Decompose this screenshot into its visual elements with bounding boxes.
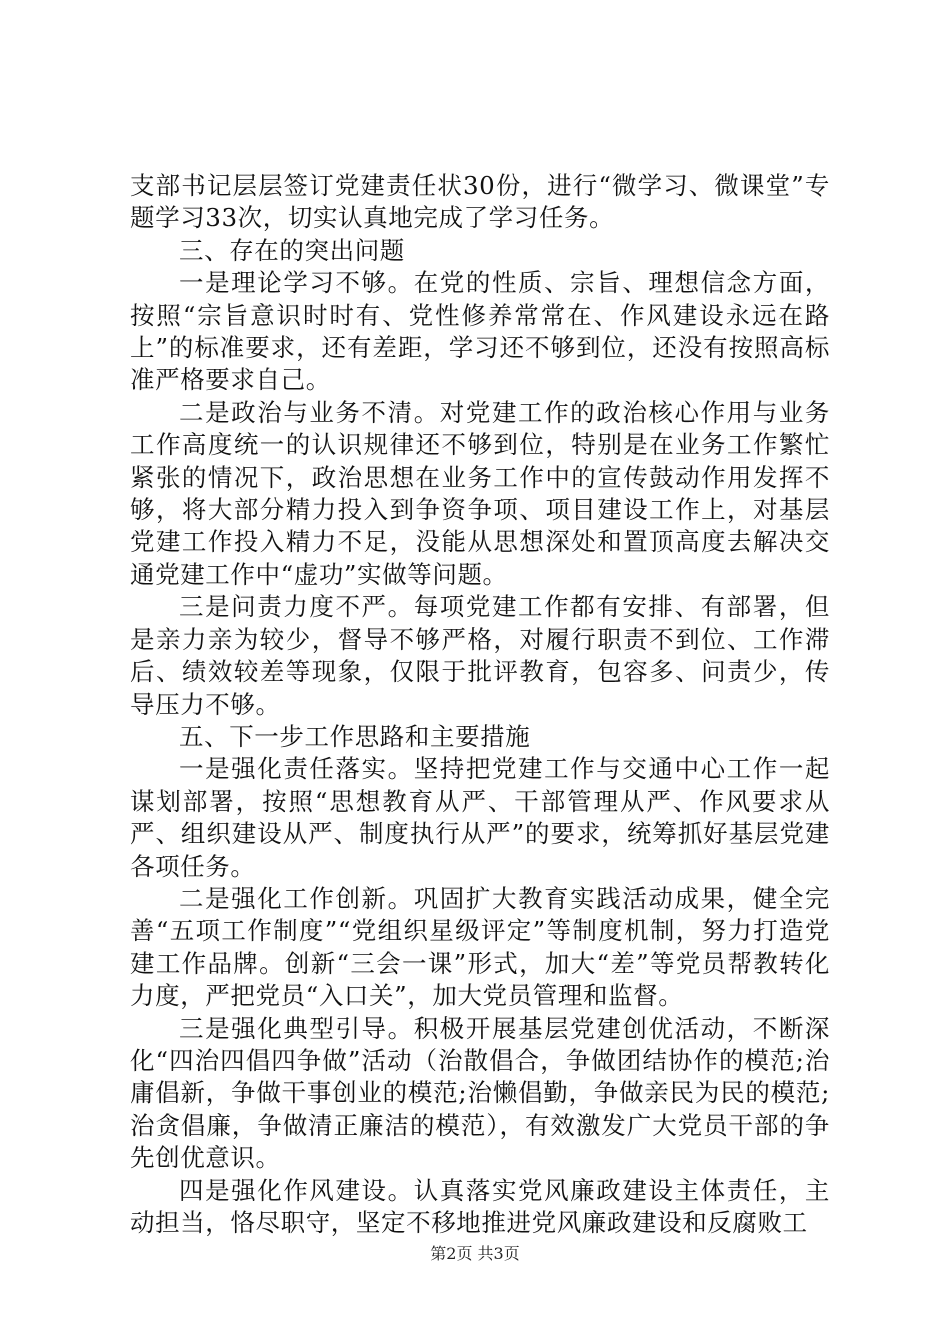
paragraph-measure-1: 一是强化责任落实。坚持把党建工作与交通中心工作一起谋划部署，按照“思想教育从严、干部管理从严、作风要求从严、组织建设从严、制度执行从严”的要求，统筹抓好基层党建各项任务。 [130,754,830,881]
paragraph-problem-2: 二是政治与业务不清。对党建工作的政治核心作用与业务工作高度统一的认识规律还不够到位，特别是在业务工作繁忙紧张的情况下，政治思想在业务工作中的宣传鼓动作用发挥不够，将大部分精力投入到争资争项、项目建设工作上，对基层党建工作投入精力不足，没能从思想深处和置顶高度去解决交通党建工作中“虚功”实做等问题。 [130,397,830,589]
page-number-footer: 第2页 共3页 [430,1244,520,1263]
paragraph-problem-1: 一是理论学习不够。在党的性质、宗旨、理想信念方面，按照“宗旨意识时时有、党性修养常常在、作风建设永远在路上”的标准要求，还有差距，学习还不够到位，还没有按照高标准严格要求自己。 [130,268,830,395]
paragraph-measure-2: 二是强化工作创新。巩固扩大教育实践活动成果，健全完善“五项工作制度”“党组织星级评定”等制度机制，努力打造党建工作品牌。创新“三会一课”形式，加大“差”等党员帮教转化力度，严把党员“入口关”，加大党员管理和监督。 [130,883,830,1011]
section-heading-next-steps: 五、下一步工作思路和主要措施 [179,721,531,751]
paragraph-measure-4: 四是强化作风建设。认真落实党风廉政建设主体责任，主动担当，恪尽职守，坚定不移地推进党风廉政建设和反腐败工 [130,1175,830,1237]
paragraph-problem-3: 三是问责力度不严。每项党建工作都有安排、有部署，但是亲力亲为较少，督导不够严格，对履行职责不到位、工作滞后、绩效较差等现象，仅限于批评教育，包容多、问责少，传导压力不够。 [130,592,830,719]
paragraph-continuation: 支部书记层层签订党建责任状30份，进行“微学习、微课堂”专题学习33次，切实认真地完成了学习任务。 [130,171,830,233]
section-heading-problems: 三、存在的突出问题 [179,235,405,265]
paragraph-measure-3: 三是强化典型引导。积极开展基层党建创优活动，不断深化“四治四倡四争做”活动（治散倡合，争做团结协作的模范;治庸倡新，争做干事创业的模范;治懒倡勤，争做亲民为民的模范;治贪倡廉，争做清正廉洁的模范），有效激发广大党员干部的争先创优意识。 [130,1013,830,1173]
document-body [130,170,830,1239]
